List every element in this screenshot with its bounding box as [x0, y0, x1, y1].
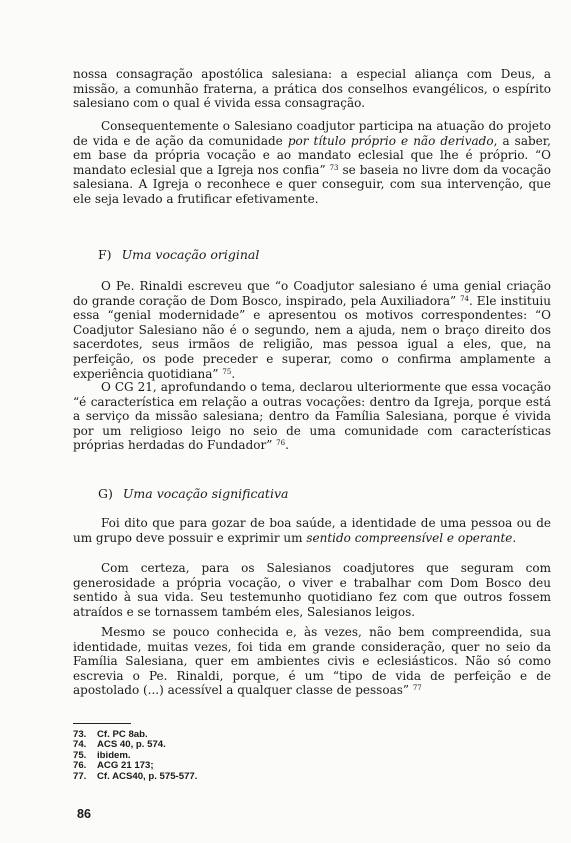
section-letter: F) [98, 247, 112, 262]
text-run: . Ele instituiu essa “genial modernidade” e apresentou os motivos correspondentes: “O Coadjutor Salesiano não é o segundo, nem a ajuda, nem o braço direito dos sacerdotes, seus irmãos de religião, mas pessoa igual a eles, que, na perfeição, os pode preceder e superar, como o confirma amplamente a experiência quotidiana” [73, 293, 551, 381]
text-run: se baseia no livre dom da vocação salesiana. A Igreja o reconhece e quer conseguir, com sua intervenção, que ele seja levado a frutificar efetivamente. [73, 162, 551, 206]
paragraph-cg21 [73, 380, 551, 453]
text-run: O CG 21, aprofundando o tema, declarou ulteriormente que essa vocação “é característica em relação a outras vocações: dentro da Igreja, porque está a serviço da missão salesiana; dentro da Família Salesiana, porque é vivida por um religioso leigo no seio de uma comunidade com características próprias herdadas do Fundador” [73, 380, 551, 453]
footnote [73, 740, 197, 750]
text-run: . [231, 366, 236, 381]
footnote-text: Cf. ACS40, p. 575-577. [97, 770, 198, 782]
footnotes-list [73, 730, 197, 782]
text-run: . [285, 438, 289, 453]
section-title: Uma vocação significativa [122, 486, 289, 501]
footnote-text: ACG 21 173; [97, 760, 154, 772]
footnote-text: ibidem. [97, 749, 131, 761]
text-run: O Pe. Rinaldi escreveu que “o Coadjutor salesiano é uma genial criação do grande coração de Dom Bosco, inspirado, pela Auxiliadora” [73, 279, 551, 308]
section-letter: G) [98, 486, 113, 501]
footnote-ref-74: 74 [460, 294, 470, 303]
italic-run: por título próprio e não derivado [287, 133, 494, 148]
footnote-number: 73. [73, 729, 87, 740]
page-number: 86 [77, 807, 91, 821]
footnote-number: 76. [73, 760, 87, 772]
text-run: Consequentemente o Salesiano coadjutor participa na atuação do projeto de vida e de ação da comunidade [73, 119, 551, 148]
footnote-ref-73: 73 [329, 163, 339, 172]
footnote-text: ACS 40, p. 574. [97, 739, 166, 751]
section-title: Uma vocação original [121, 247, 260, 262]
footnote-number: 74. [73, 739, 87, 751]
text-run: . [512, 530, 517, 545]
paragraph-com-certeza: Com certeza, para os Salesianos coadjutores que seguram com generosidade a própria vocação, o viver e trabalhar com Dom Bosco deu sentido à sua vida. Seu testemunho quotidiano fez com que outros fossem atraídos e se tornassem também eles, Salesianos leigos. [73, 561, 551, 619]
paragraph-rinaldi [73, 279, 551, 381]
paragraph-mesmo-se [73, 625, 551, 698]
footnote-ref-77: 77 [412, 684, 422, 693]
footnote-divider [73, 723, 131, 724]
text-run: Foi dito que para gozar de boa saúde, a identidade de uma pessoa ou de um grupo deve possuir e exprimir um [73, 516, 551, 545]
footnote [73, 772, 197, 782]
section-heading-f [98, 247, 259, 262]
footnote-number: 77. [73, 770, 87, 782]
paragraph-consagracao: nossa consagração apostólica salesiana: a especial aliança com Deus, a missão, a comunhão fraterna, a prática dos conselhos evangélicos, o espírito salesiano com o qual é vivida essa consagração. [73, 67, 551, 111]
section-heading-g [98, 486, 288, 501]
footnote-text: Cf. PC 8ab. [97, 729, 148, 740]
footnote-ref-76: 76 [276, 439, 286, 448]
paragraph-coadjutor-participa [73, 119, 551, 207]
text-run: Mesmo se pouco conhecida e, às vezes, não bem compreendida, sua identidade, muitas vezes, foi tida em grande consideração, quer no seio da Família Salesiana, quer em ambientes civis e eclesiásticos. Não só como escrevia o Pe. Rinaldi, porque, é um “tipo de vida de perfeição e de apostolado (...) acessível a qualquer classe de pessoas” [73, 625, 551, 698]
paragraph-boa-saude [73, 516, 551, 545]
footnote-ref-75: 75 [222, 367, 232, 376]
text-run: , a saber, em base da própria vocação e ao mandato eclesial que lhe é próprio. “O mandato eclesial que a Igreja nos confia” [73, 133, 551, 177]
footnote-number: 75. [73, 749, 87, 761]
italic-run: sentido compreensível e operante [306, 530, 513, 545]
